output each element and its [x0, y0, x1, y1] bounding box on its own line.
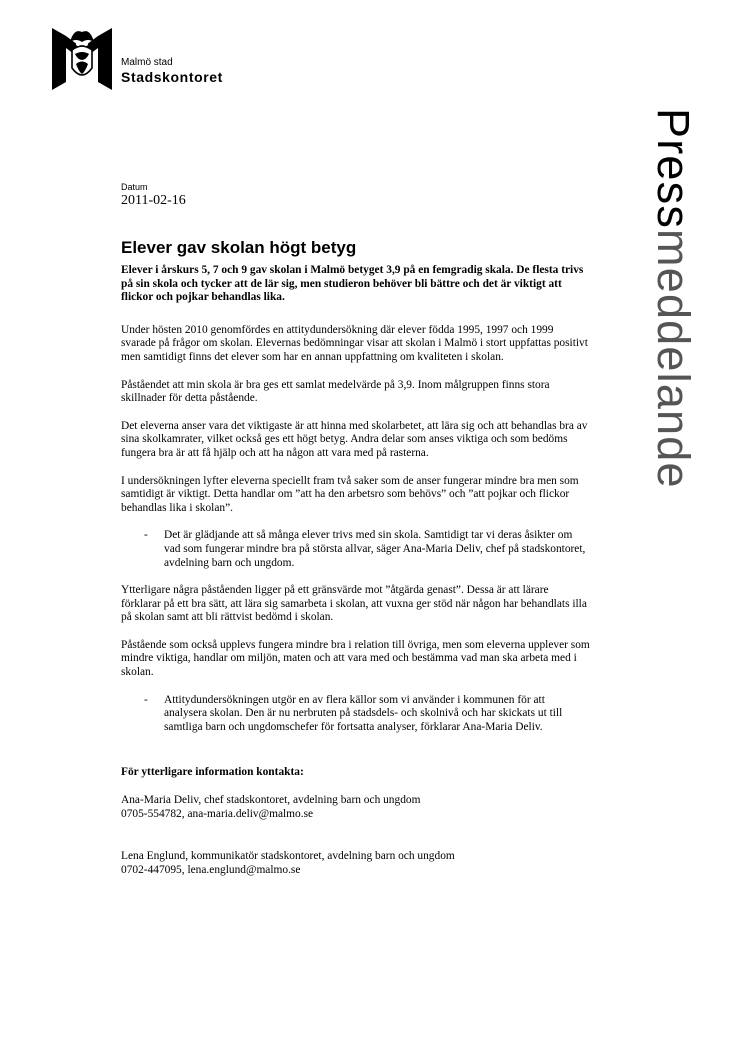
- vertical-word-meddelande: meddelande: [648, 229, 699, 489]
- article-body: [121, 237, 591, 891]
- paragraph-4: I undersökningen lyfter eleverna speciellt fram två saker som de anser fungerar mindre bra men som samtidigt är viktigt. Detta handlar om ”att ha den arbetsro som behövs” och ”att pojkar och flickor behandlas lika i skolan”.: [121, 474, 579, 514]
- paragraph-1: Under hösten 2010 genomfördes en attitydundersökning där elever födda 1995, 1997 och 1999 svarade på frågor om skolan. Elevernas bedömningar visar att skolan i Malmö i stort uppfattas positivt men samtidigt finns det elever som har en annan uppfattning om kvaliteten i skolan.: [121, 323, 588, 363]
- contact-1-details: 0705-554782, ana-maria.deliv@malmo.se: [121, 807, 314, 820]
- quote-1: [121, 529, 591, 570]
- contact-2-details: 0702-447095, lena.englund@malmo.se: [121, 863, 301, 876]
- quote-2-text: Attitydundersökningen utgör en av flera källor som vi använder i kommunen för att analysera skolan. Den är nu nerbruten på stadsdels- och skolnivå och har skickats ut till samtliga barn och ungdomschefer för fortsatta analyser, förklarar Ana-Maria Deliv.: [164, 693, 563, 733]
- quote-2: [121, 694, 591, 735]
- article-title: Elever gav skolan högt betyg: [121, 238, 357, 257]
- contact-2-name: Lena Englund, kommunikatör stadskontoret, avdelning barn och ungdom: [121, 850, 455, 863]
- department-name: Stadskontoret: [121, 69, 223, 85]
- paragraph-6: Påstående som också upplevs fungera mindre bra i relation till övriga, men som eleverna upplever som mindre viktiga, handlar om miljön, maten och att vara med och bestämma vad man ska arbeta med i skolan.: [121, 638, 590, 679]
- contact-1: [121, 794, 591, 821]
- paragraph-3: Det eleverna anser vara det viktigaste är att hinna med skolarbetet, att lära sig och att behandlas bra av sina skolkamrater, vilket också ges ett högt betyg. Andra delar som anses viktiga och som bedöms fungera bra är att få hjälp och att ha någon att vara med på rasterna.: [121, 419, 588, 459]
- quote-dash: -: [144, 693, 148, 706]
- malmo-stad-logo: [52, 24, 112, 90]
- paragraph-5: Ytterligare några påståenden ligger på ett gränsvärde mot ”åtgärda genast”. Dessa är att lärare förklarar på ett bra sätt, att lära sig samarbeta i skolan, att vuxna ger stöd när någon har behandlats illa på skolan samt att bli rättvist bedömd i skolan.: [121, 584, 587, 624]
- vertical-word-press: Press: [648, 108, 699, 230]
- contact-1-name: Ana-Maria Deliv, chef stadskontoret, avdelning barn och ungdom: [121, 794, 421, 807]
- coat-of-arms-icon: [52, 24, 112, 90]
- date-value: 2011-02-16: [121, 193, 186, 208]
- pressmeddelande-vertical-heading: [640, 108, 706, 548]
- quote-dash: -: [144, 529, 148, 542]
- paragraph-2: Påståendet att min skola är bra ges ett samlat medelvärde på 3,9. Inom målgruppen finns stora skillnader för detta påstående.: [121, 378, 550, 405]
- contact-heading: För ytterligare information kontakta:: [121, 766, 304, 779]
- article-lead: Elever i årskurs 5, 7 och 9 gav skolan i Malmö betyget 3,9 på en femgradig skala. De flesta trivs på sin skola och tycker att de lär sig, men studieron behöver bli bättre och det är viktigt att flickor och pojkar behandlas lika.: [121, 264, 584, 304]
- contact-2: [121, 850, 591, 877]
- city-name: Malmö stad: [121, 57, 173, 68]
- quote-1-text: Det är glädjande att så många elever trivs med sin skola. Samtidigt tar vi deras åsikter om vad som fungerar mindre bra på största allvar, säger Ana-Maria Deliv, chef på stadskontoret, avdelning barn och ungdom.: [164, 529, 586, 569]
- organization-block: [121, 57, 223, 86]
- date-label: Datum: [121, 182, 148, 192]
